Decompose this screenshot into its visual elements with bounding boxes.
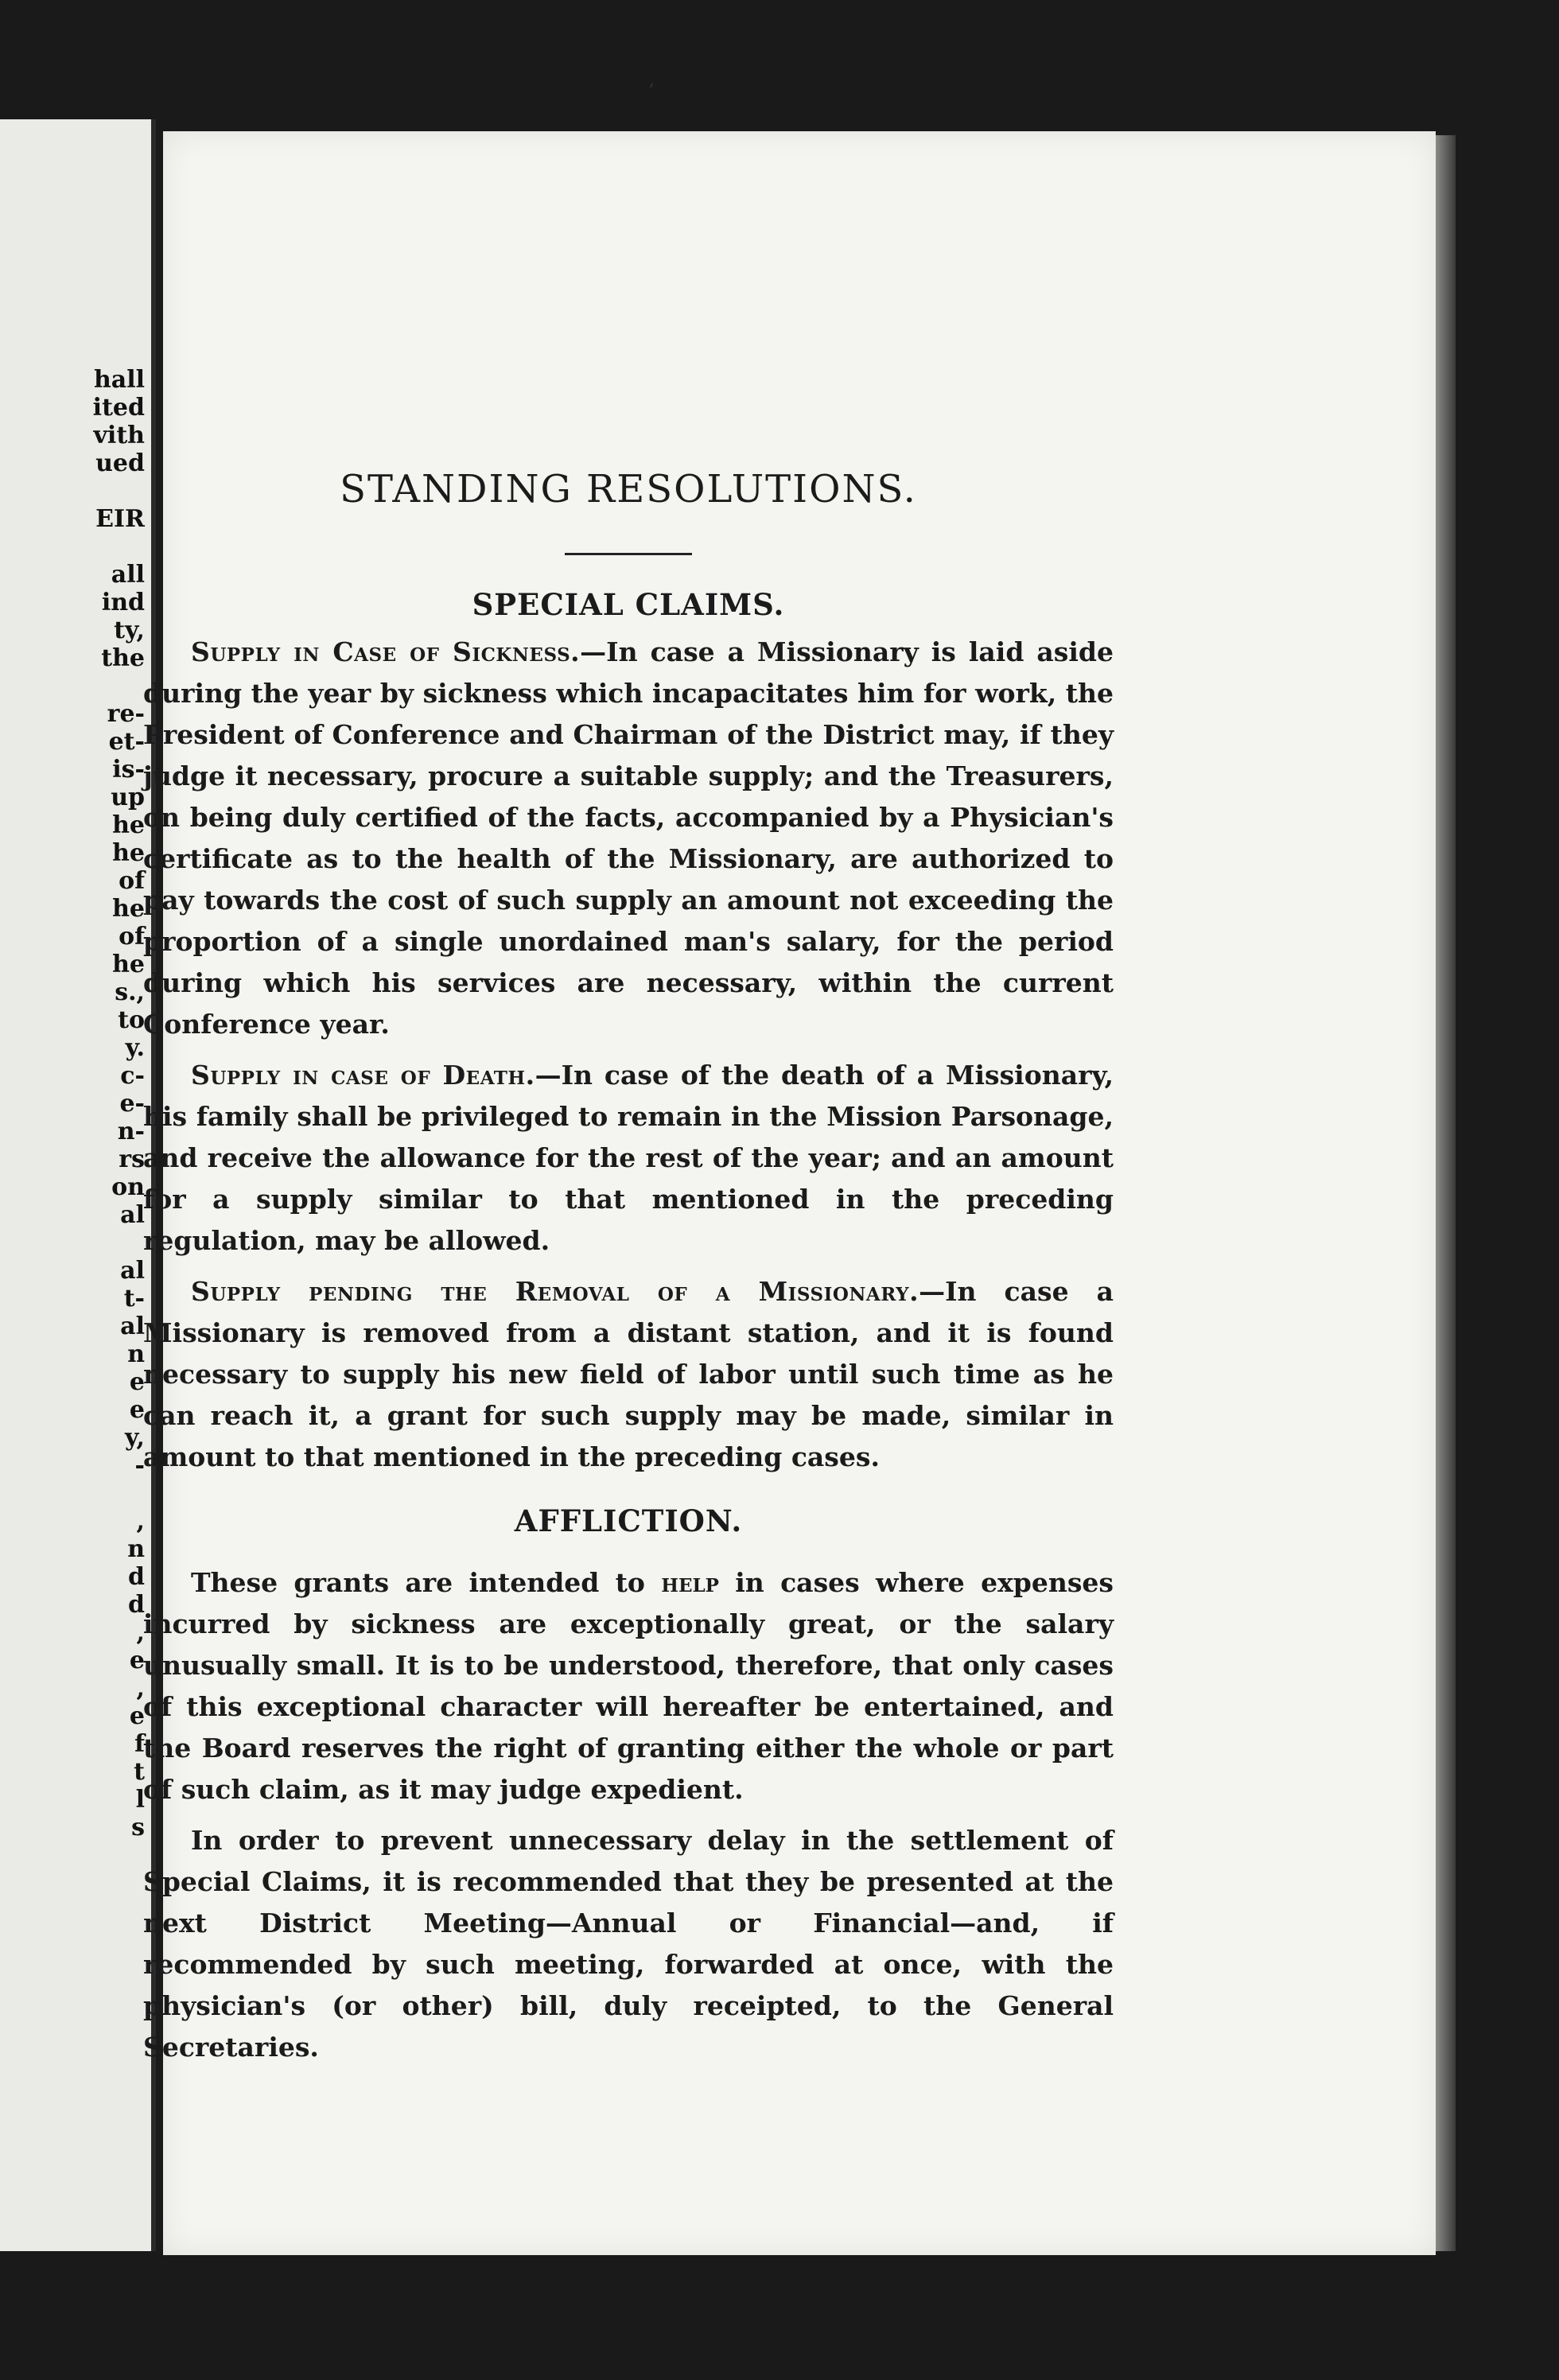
adjacent-page-fragment: rs	[119, 1145, 145, 1173]
paragraph-supply-sickness	[143, 632, 1114, 1045]
title-rule	[565, 553, 692, 555]
paragraph-lead: Supply in case of Death.	[191, 1060, 535, 1091]
paragraph-lead: Supply pending the Removal of a Missionary.	[191, 1276, 919, 1307]
page-content	[143, 326, 1114, 2078]
adjacent-page-fragment	[93, 1480, 145, 1507]
adjacent-page-fragment: he	[112, 811, 145, 839]
adjacent-page-fragment: l	[135, 1786, 145, 1814]
adjacent-page-fragment: et-	[108, 728, 145, 756]
adjacent-page-fragment: he	[112, 839, 145, 867]
adjacent-page-fragment: e	[129, 1647, 145, 1674]
adjacent-page-fragment: ,	[136, 1507, 145, 1535]
paragraph-supply-death	[143, 1055, 1114, 1262]
adjacent-page-fragment: ind	[101, 589, 145, 616]
adjacent-page-fragment: is-	[112, 756, 145, 784]
adjacent-page-fragment: y,	[124, 1424, 145, 1452]
adjacent-page-fragment	[93, 1229, 145, 1257]
adjacent-page-fragment: e	[129, 1368, 145, 1396]
adjacent-page-fragment: al	[120, 1257, 145, 1285]
adjacent-page-fragment: of	[119, 867, 145, 895]
adjacent-page-fragment: t-	[123, 1285, 145, 1312]
paragraph-supply-removal	[143, 1271, 1114, 1478]
adjacent-page-fragment: -	[134, 1452, 145, 1480]
section-heading-affliction: AFFLICTION.	[514, 1503, 743, 1538]
adjacent-page-text	[93, 366, 145, 1841]
adjacent-page-fragment: al	[120, 1201, 145, 1229]
adjacent-page-fragment: ty,	[114, 616, 145, 644]
paragraph-text: These grants are intended to	[191, 1567, 662, 1598]
adjacent-page-fragment: s	[131, 1814, 145, 1841]
adjacent-page-fragment: c-	[120, 1062, 145, 1090]
adjacent-page-fragment: d	[128, 1591, 145, 1619]
page-title: STANDING RESOLUTIONS.	[340, 467, 917, 511]
adjacent-page-fragment: he	[112, 951, 145, 978]
paragraph-lead: Supply in Case of Sickness.	[191, 636, 581, 667]
adjacent-page-fragment: n	[127, 1535, 145, 1563]
paragraph-text: —In case a Missionary is removed from a distant station, and it is found necessary to supply his new field of labor until such time as he can reach it, a grant for such supply may be made, similar in amount to that mentioned in the preceding cases.	[143, 1276, 1114, 1472]
adjacent-page-fragment: t	[134, 1758, 145, 1786]
adjacent-page-fragment: on	[111, 1173, 145, 1201]
scan-speck: ʻ	[648, 80, 655, 102]
adjacent-page-fragment: s.,	[115, 978, 145, 1006]
adjacent-page-strip	[0, 119, 156, 2251]
adjacent-page-fragment	[93, 672, 145, 700]
emphasis-help: help	[661, 1567, 719, 1598]
section-heading-special-claims: SPECIAL CLAIMS.	[472, 587, 785, 622]
adjacent-page-fragment: he	[112, 895, 145, 923]
adjacent-page-fragment: ,	[136, 1619, 145, 1647]
adjacent-page-fragment	[93, 477, 145, 505]
adjacent-page-fragment: to	[118, 1006, 145, 1034]
adjacent-page-fragment: f	[134, 1730, 145, 1758]
adjacent-page-fragment: e-	[119, 1090, 145, 1118]
adjacent-page-fragment: e	[129, 1396, 145, 1424]
adjacent-page-fragment: all	[111, 561, 145, 589]
adjacent-page-fragment: the	[101, 644, 145, 672]
adjacent-page-fragment: e	[129, 1702, 145, 1730]
page-edge	[1436, 135, 1456, 2251]
paragraph-text: In order to prevent unnecessary delay in the settlement of Special Claims, it is recommended that they be presented at the next District Meeting—Annual or Financial—and, if recommended by such meeting, forwarded at once, with the physician's (or other) bill, duly receipted, to the General Secretaries.	[143, 1825, 1114, 2063]
adjacent-page-fragment: y.	[125, 1034, 145, 1062]
paragraph-text: in cases where expenses incurred by sickness are exceptionally great, or the salary unusually small. It is to be understood, therefore, that only cases of this exceptional character will hereafter be entertained, and the Board reserves the right of granting either the whole or part of such claim, as it may judge expedient.	[143, 1567, 1114, 1805]
adjacent-page-fragment: al	[120, 1312, 145, 1340]
adjacent-page-fragment: of	[119, 923, 145, 951]
adjacent-page-fragment: n-	[117, 1118, 145, 1145]
paragraph-text: —In case a Missionary is laid aside during the year by sickness which incapacitates him for work, the President of Conference and Chairman of the District may, if they judge it necessary, procure a suitable supply; and the Treasurers, on being duly certified of the facts, accompanied by a Physician's certificate as to the health of the Missionary, are authorized to pay towards the cost of such supply an amount not exceeding the proportion of a single unordained man's salary, for the period during which his services are necessary, within the current Conference year.	[143, 636, 1114, 1040]
paragraph-affliction-grants	[143, 1562, 1114, 1810]
adjacent-page-fragment: re-	[107, 700, 145, 728]
adjacent-page-fragment: n	[127, 1340, 145, 1368]
paragraph-text: —In case of the death of a Missionary, his family shall be privileged to remain in the Mission Parsonage, and receive the allowance for the rest of the year; and an amount for a supply similar to that mentioned in the preceding regulation, may be allowed.	[143, 1060, 1114, 1256]
adjacent-page-fragment: ited	[92, 394, 145, 422]
adjacent-page-fragment: ued	[95, 449, 145, 477]
adjacent-page-fragment	[93, 533, 145, 561]
adjacent-page-fragment: up	[111, 784, 145, 811]
adjacent-page-fragment: vith	[93, 422, 145, 449]
paragraph-affliction-procedure	[143, 1820, 1114, 2068]
adjacent-page-fragment: EIR	[95, 505, 145, 533]
adjacent-page-fragment: hall	[93, 366, 145, 394]
adjacent-page-fragment: d	[128, 1563, 145, 1591]
adjacent-page-fragment: ,	[136, 1674, 145, 1702]
